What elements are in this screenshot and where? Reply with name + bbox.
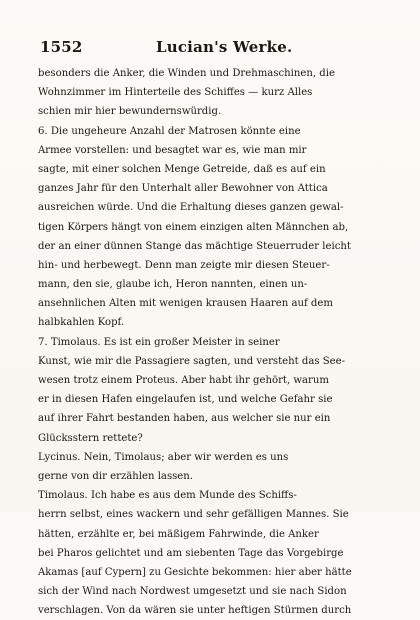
text-line: Lycinus. Nein, Timolaus; aber wir werden es uns: [38, 451, 289, 463]
text-line: verschlagen. Von da wären sie unter heftigen Stürmen durch: [38, 605, 352, 617]
page-text-block: [38, 38, 364, 620]
text-line: Akamas [auf Cypern] zu Gesichte bekommen: hier aber hätte: [38, 566, 352, 578]
text-line: 6. Die ungeheure Anzahl der Matrosen könnte eine: [38, 125, 301, 137]
text-line: halbkahlen Kopf.: [38, 317, 125, 329]
page-number: 1552: [40, 38, 83, 56]
text-line: Kunst, wie mir die Passagiere sagten, und versteht das See-: [38, 355, 346, 367]
page-header: [38, 38, 364, 62]
text-line: hin- und herbewegt. Denn man zeigte mir diesen Steuer-: [38, 259, 330, 271]
text-line: Wohnzimmer im Hinterteile des Schiffes — kurz Alles: [38, 87, 313, 99]
text-line: sich der Wind nach Nordwest umgesetzt und sie nach Sidon: [38, 586, 347, 598]
text-line: Glücksstern rettete?: [38, 432, 143, 444]
text-line: ganzes Jahr für den Unterhalt aller Bewohner von Attica: [38, 183, 328, 195]
text-line: 7. Timolaus. Es ist ein großer Meister in seiner: [38, 336, 280, 348]
running-head: Lucian's Werke.: [156, 38, 293, 56]
text-line: Timolaus. Ich habe es aus dem Munde des Schiffs-: [38, 490, 297, 502]
text-line: besonders die Anker, die Winden und Drehmaschinen, die: [38, 68, 335, 79]
text-line: sagte, mit einer solchen Menge Getreide, daß es auf ein: [38, 163, 326, 175]
text-line: gerne von dir erzählen lassen.: [38, 470, 193, 482]
text-line: mann, den sie, glaube ich, Heron nannten, einen un-: [38, 279, 308, 291]
text-line: ausreichen würde. Und die Erhaltung dieses ganzen gewal-: [38, 202, 344, 214]
text-line: tigen Körpers hängt von einem einzigen alten Männchen ab,: [38, 221, 349, 233]
text-line: ansehnlichen Alten mit wenigen krausen Haaren auf dem: [38, 298, 333, 310]
text-line: herrn selbst, eines wackern und sehr gefälligen Mannes. Sie: [38, 509, 349, 521]
text-line: hätten, erzählte er, bei mäßigem Fahrwinde, die Anker: [38, 528, 319, 540]
text-line: Armee vorstellen: und besagtet war es, wie man mir: [38, 144, 307, 156]
text-line: schien mir hier bewundernswürdig.: [38, 106, 222, 118]
text-line: auf ihrer Fahrt bestanden haben, aus welcher sie nur ein: [38, 413, 331, 425]
text-line: bei Pharos gelichtet und am siebenten Tage das Vorgebirge: [38, 547, 344, 559]
text-line: der an einer dünnen Stange das mächtige Steuerruder leicht: [38, 240, 351, 252]
text-line: wesen trotz einem Proteus. Aber habt ihr gehört, warum: [38, 375, 329, 386]
text-line: er in diesen Hafen eingelaufen ist, und welche Gefahr sie: [38, 394, 333, 406]
